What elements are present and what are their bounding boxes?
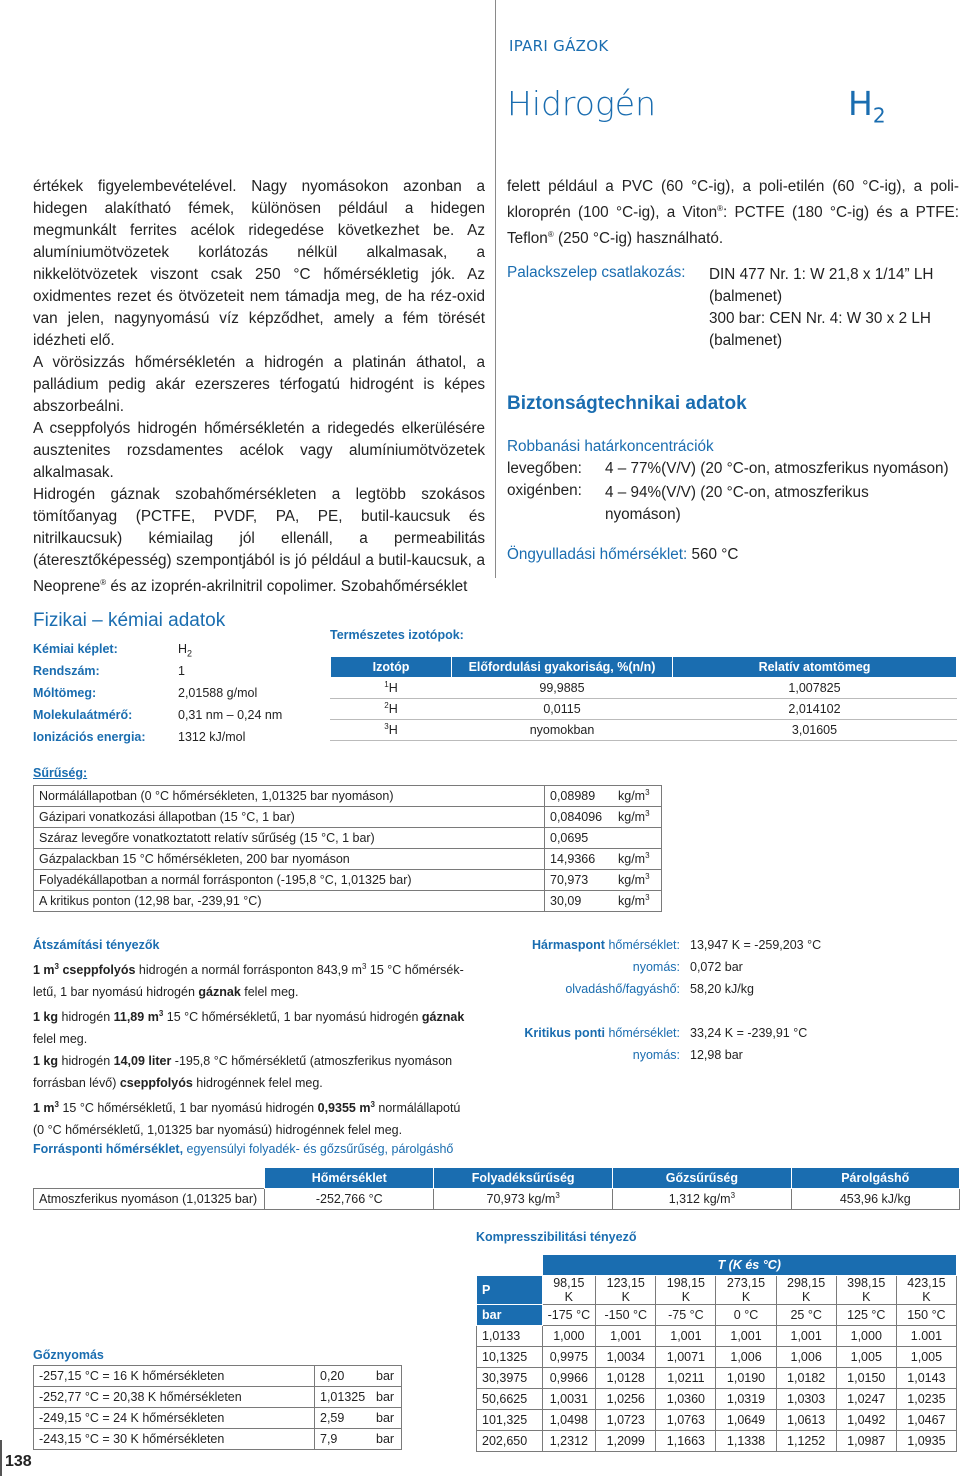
table-row: Normálállapotban (0 °C hőmérsékleten, 1,01325 bar nyomáson) 0,08989 $kg/m^3$: [34, 786, 662, 807]
col-header: Hőmérséklet: [265, 1168, 434, 1189]
page-title: Hidrogén: [507, 84, 656, 123]
paragraph: felett például a PVC (60 °C-ig), a poli-etilén (60 °C-ig), a poli-kloroprén (100 °C-ig), a Viton®: PCTFE (180 °C-ig) és a PTFE: Teflon® (250 °C-ig) használható.: [507, 178, 959, 248]
table-row: 10,1325 0,9975 1,0034 1,0071 1,006 1,006 1,005 1,005: [477, 1347, 957, 1368]
valve-values: [709, 264, 933, 352]
boiling-table: [33, 1167, 960, 1210]
table-row: 202,650 1,2312 1,2099 1,1663 1,1338 1,1252 1,0987 1,0935: [477, 1431, 957, 1452]
left-text-column: [33, 176, 485, 598]
table-row: Gázpalackban 15 °C hőmérsékleten, 200 bar nyomáson 14,9366 $kg/m^3$: [34, 849, 662, 870]
compress-heading: Kompresszibilitási tényező: [476, 1230, 637, 1244]
table-row: $^2$H 0,0115 2,014102: [331, 699, 957, 720]
valve-line: (balmenet): [709, 288, 783, 305]
table-row: 50,6625 1,0031 1,0256 1,0360 1,0319 1,0303 1,0247 1,0235: [477, 1389, 957, 1410]
right-text-column: [507, 176, 959, 250]
valve-label: Palackszelep csatlakozás:: [507, 264, 686, 281]
page-number: 138: [5, 1453, 32, 1470]
col-header: Izotóp: [331, 657, 452, 678]
valve-line: (balmenet): [709, 332, 783, 349]
col-header: bar: [477, 1305, 543, 1326]
table-row: $^3$H nyomokban 3,01605: [331, 720, 957, 741]
vapor-heading: Gőznyomás: [33, 1348, 104, 1362]
conversion-heading: Átszámítási tényezők: [33, 938, 160, 952]
col-header: Párolgáshő: [791, 1168, 959, 1189]
phys-row: Ionizációs energia: 1312 kJ/mol: [33, 730, 246, 744]
phys-row: Rendszám: 1: [33, 664, 185, 678]
col-header: T (K és °C): [542, 1255, 957, 1276]
isotopes-heading: Természetes izotópok:: [330, 628, 464, 642]
table-row: Száraz levegőre vonatkoztatott relatív sűrűség (15 °C, 1 bar) 0,0695: [34, 828, 662, 849]
col-header: Folyadéksűrűség: [434, 1168, 613, 1189]
page-edge-bar: [0, 1440, 2, 1476]
paragraph: A cseppfolyós hidrogén hőmérsékletén a ridegedés elkerülésére ausztenites rozsdamentes acélok vagy alumíniumötvözetek alkalmasak.: [33, 420, 485, 481]
column-divider: [495, 0, 496, 578]
phys-row: Móltömeg: 2,01588 g/mol: [33, 686, 258, 700]
boiling-heading: Forrásponti hőmérséklet, egyensúlyi folyadék- és gőzsűrűség, párolgáshő: [33, 1142, 454, 1156]
paragraph: A vörösizzás hőmérsékletén a hidrogén a platinán áthatol, a palládium pedig akár ezerszeres térfogatú hidrogént is képes abszorbeálni.: [33, 354, 485, 415]
ignition-temp: Öngyulladási hőmérséklet: 560 °C: [507, 546, 739, 563]
air-value: 4 – 77%(V/V) (20 °C-on, atmoszferikus nyomáson): [605, 460, 949, 477]
page-formula: $H_2$: [848, 84, 886, 128]
table-row: 1,0133 1,000 1,001 1,001 1,001 1,001 1,000 1.001: [477, 1326, 957, 1347]
valve-line: DIN 477 Nr. 1: W 21,8 x 1/14” LH: [709, 266, 934, 283]
table-row: -243,15 °C = 30 K hőmérsékleten 7,9 bar: [34, 1429, 402, 1450]
table-row: A kritikus ponton (12,98 bar, -239,91 °C) 30,09 $kg/m^3$: [34, 891, 662, 912]
col-header: Gőzsűrűség: [613, 1168, 791, 1189]
col-header: Relatív atomtömeg: [673, 657, 957, 678]
paragraph: értékek figyelembevételével. Nagy nyomásokon azonban a hidegen alakítható fémek, különösen például a hidegen megmunkált ferrites acélok ridegedése következhet be. Az alumíniumötvözetek korlátozás nélkül alkalmasak, a nikkelötvözetek viszont csak 250 °C hőmérsékletig jók. Az oxidmentes rezet és ötvözeteit nem támadja meg, de ha réz-oxid van jelen, nagynyomású víz képződhet, amely a fém törését idézheti elő.: [33, 178, 485, 349]
phys-table: [33, 638, 282, 748]
table-row: 101,325 1,0498 1,0723 1,0763 1,0649 1,0613 1,0492 1,0467: [477, 1410, 957, 1431]
triple-point-block: Hármaspont hőmérséklet: 13,947 K = -259,203 °C nyomás: 0,072 bar olvadáshő/fagyáshő: 58,20 kJ/kg Kritikus ponti hőmérséklet: 33,24 K = -239,91 °C nyomás: 12,98 bar: [524, 938, 822, 1062]
phys-heading: Fizikai – kémiai adatok: [33, 610, 226, 631]
air-label: levegőben:: [507, 460, 582, 477]
vapor-table: [33, 1365, 402, 1450]
table-row: $^1$H 99,9885 1,007825: [331, 678, 957, 699]
safety-heading: Biztonságtechnikai adatok: [507, 393, 747, 414]
table-row: -252,77 °C = 20,38 K hőmérsékleten 1,01325 bar: [34, 1387, 402, 1408]
section-label: IPARI GÁZOK: [509, 37, 609, 55]
phys-row: Kémiai képlet: $H_2$: [33, 642, 193, 659]
paragraph: Hidrogén gáznak szobahőmérsékleten a legtöbb szokásos tömítőanyag (PCTFE, PVDF, PA, PE, butil-kaucsuk és nitrilkaucsuk) kémiailag jól ellenáll, a permeabilitás (áteresztőképesség) szempontjából is jó például a butil-kaucsuk, a Neoprene® és az izoprén-akrilnitril copolimer. Szobahőmérséklet: [33, 486, 485, 596]
isotopes-table: [330, 656, 957, 741]
oxy-label: oxigénben:: [507, 482, 582, 499]
table-row: Gázipari vonatkozási állapotban (15 °C, 1 bar) 0,084096 $kg/m^3$: [34, 807, 662, 828]
table-row: Folyadékállapotban a normál forrásponton (-195,8 °C, 1,01325 bar) 70,973 $kg/m^3$: [34, 870, 662, 891]
explosion-heading: Robbanási határkoncentrációk: [507, 438, 714, 455]
density-table: [33, 785, 662, 912]
density-heading: Sűrűség:: [33, 766, 88, 780]
compress-table: T (K és °C) P 98,15 K 123,15 K 198,15 K 273,15 K 298,15 K 398,15 K 423,15 K bar -175 °C -150 °C -75 °C 0 °C 25 °C 125 °C 150 °C 1,0133 1,000 1,001 1,001 1,001 1,001 1,000 1.001 10,1325 0,9975 1,0034 1,0071 1,006 1,006 1,005 1,005 30,3975 0,9966 1,0128 1,0211 1,0190 1,0182 1,0150 1,0143 50,6625 1,0031 1,0256 1,0360 1,0319 1,0303 1,0247 1,0235 101,325 1,0498 1,0723 1,0763 1,0649 1,0613 1,0492 1,0467 202,650 1,2312 1,2099 1,1663 1,1338 1,1252 1,0987 1,0935: [476, 1254, 957, 1452]
col-header: Előfordulási gyakoriság, %(n/n): [452, 657, 673, 678]
table-row: 30,3975 0,9966 1,0128 1,0211 1,0190 1,0182 1,0150 1,0143: [477, 1368, 957, 1389]
valve-line: 300 bar: CEN Nr. 4: W 30 x 2 LH: [709, 310, 931, 327]
conversion-block: Átszámítási tényezők 1 $m^3$ cseppfolyós hidrogén a normál forrásponton 843,9 $m^3$ 15 °C hőmérsék- letű, 1 bar nyomású hidrogén gáznak felel meg. 1 kg hidrogén 11,89 $m^3$ 15 °C hőmérsékletű, 1 bar nyomású hidrogén gáznak felel meg. 1 kg hidrogén 14,09 liter -195,8 °C hőmérsékletű (atmoszferikus nyomáson forrásban lévő) cseppfolyós hidrogénnek felel meg. 1 $m^3$ 15 °C hőmérsékletű, 1 bar nyomású hidrogén 0,9355 $m^3$ normálállapotú (0 °C hőmérsékletű, 1,01325 bar nyomású) hidrogénnek felel meg.: [33, 934, 483, 1141]
phys-row: Molekulaátmérő: 0,31 nm – 0,24 nm: [33, 708, 283, 722]
col-header: P: [477, 1276, 543, 1305]
table-row: -249,15 °C = 24 K hőmérsékleten 2,59 bar: [34, 1408, 402, 1429]
oxy-value: 4 – 94%(V/V) (20 °C-on, atmoszferikus nyomáson): [605, 484, 869, 523]
table-row: -257,15 °C = 16 K hőmérsékleten 0,20 bar: [34, 1366, 402, 1387]
table-row: Atmoszferikus nyomáson (1,01325 bar) -252,766 °C 70,973 $kg/m^3$ 1,312 $kg/m^3$ 453,96 kJ/kg: [34, 1189, 960, 1210]
